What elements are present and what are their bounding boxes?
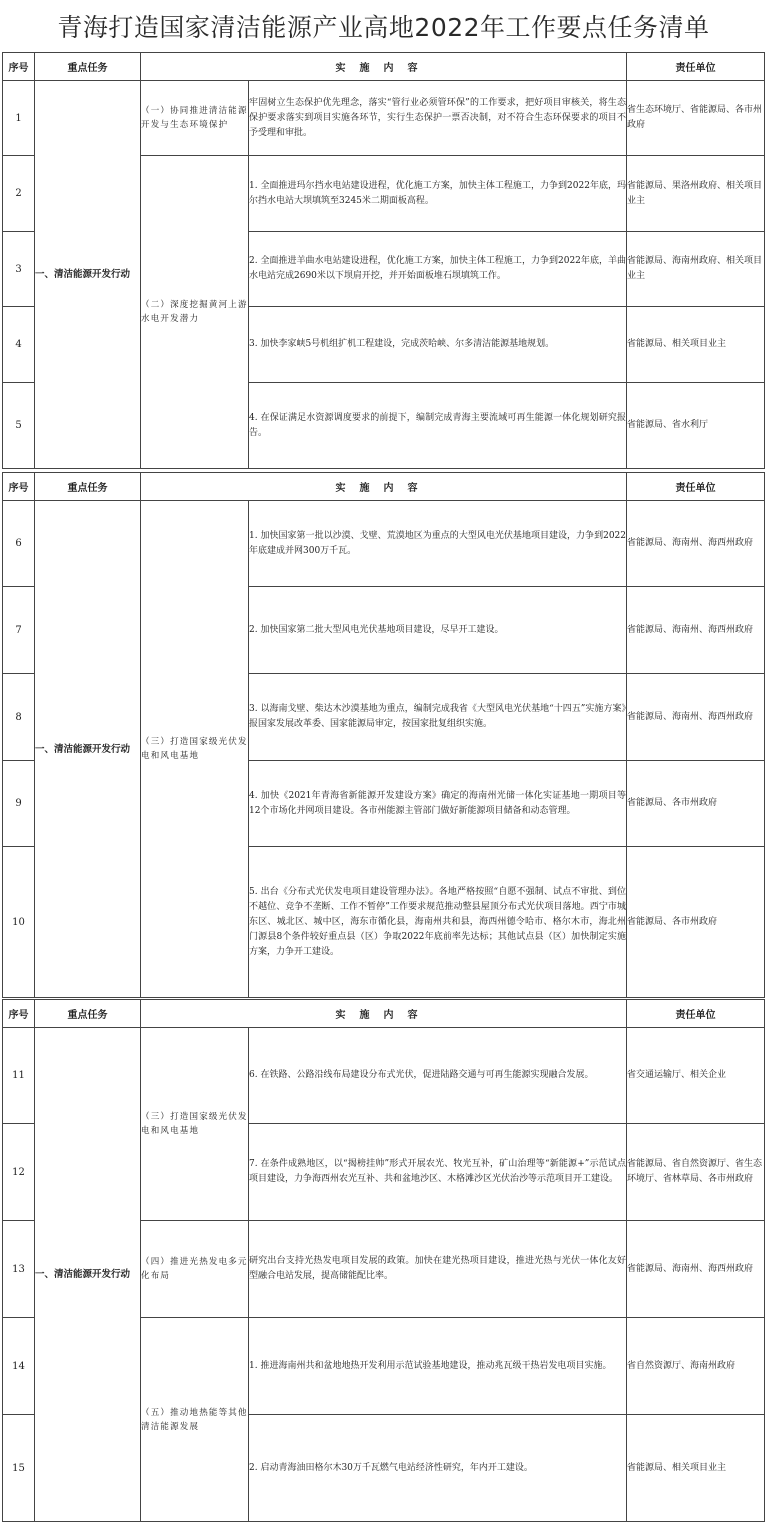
- task-table-1: [2, 52, 765, 469]
- row-num: 12: [3, 1124, 35, 1221]
- row-content: 5. 出台《分布式光伏发电项目建设管理办法》。各地严格按照“自愿不强制、试点不审批、到位不越位、竞争不垄断、工作不暂停”工作要求规范推动整县屋顶分布式光伏项目落地。西宁市城东区、城北区、城中区，海东市循化县，海南州共和县，海西州德令哈市、格尔木市，海北州门源县8个条件较好重点县（区）争取2022年底前率先达标；其他试点县（区）加快制定实施方案，力争开工建设。: [249, 847, 627, 998]
- row-content: 4. 在保证满足水资源调度要求的前提下，编制完成青海主要流域可再生能源一体化规划研究报告。: [249, 383, 627, 469]
- row-unit: 省生态环境厅、省能源局、各市州政府: [627, 81, 765, 156]
- row-content: 2. 全面推进羊曲水电站建设进程，优化施工方案，加快主体工程施工，力争到2022年底，羊曲水电站完成2690米以下坝肩开挖，并开始面板堆石坝填筑工作。: [249, 232, 627, 307]
- row-num: 8: [3, 674, 35, 761]
- table-header-row: [3, 53, 765, 81]
- row-unit: 省能源局、海南州政府、相关项目业主: [627, 232, 765, 307]
- row-num: 11: [3, 1028, 35, 1124]
- row-num: 2: [3, 156, 35, 232]
- table-header-row: [3, 1000, 765, 1028]
- row-unit: 省交通运输厅、相关企业: [627, 1028, 765, 1124]
- table-header-row: [3, 473, 765, 501]
- row-content: 7. 在条件成熟地区，以“揭榜挂帅”形式开展农光、牧光互补，矿山治理等“新能源+”示范试点项目建设，力争海西州农光互补、共和盆地沙区、木格滩沙区光伏治沙等示范项目开工建设。: [249, 1124, 627, 1221]
- row-num: 7: [3, 587, 35, 674]
- header-unit: 责任单位: [627, 473, 765, 501]
- row-content: 1. 加快国家第一批以沙漠、戈壁、荒漠地区为重点的大型风电光伏基地项目建设，力争到2022年底建成并网300万千瓦。: [249, 501, 627, 587]
- header-task: 重点任务: [35, 53, 141, 81]
- subtask: （三）打造国家级光伏发电和风电基地: [141, 501, 249, 998]
- row-num: 1: [3, 81, 35, 156]
- row-unit: 省能源局、省水利厅: [627, 383, 765, 469]
- row-unit: 省能源局、各市州政府: [627, 761, 765, 847]
- row-num: 3: [3, 232, 35, 307]
- header-num: 序号: [3, 1000, 35, 1028]
- task-table-2: [2, 472, 765, 998]
- row-unit: 省能源局、海南州、海西州政府: [627, 1221, 765, 1318]
- table-row: [3, 81, 765, 156]
- row-num: 5: [3, 383, 35, 469]
- row-content: 6. 在铁路、公路沿线布局建设分布式光伏，促进陆路交通与可再生能源实现融合发展。: [249, 1028, 627, 1124]
- row-unit: 省能源局、省自然资源厅、省生态环境厅、省林草局、各市州政府: [627, 1124, 765, 1221]
- row-unit: 省能源局、海南州、海西州政府: [627, 674, 765, 761]
- subtask: （二）深度挖掘黄河上游水电开发潜力: [141, 156, 249, 469]
- row-content: 3. 以海南戈壁、柴达木沙漠基地为重点，编制完成我省《大型风电光伏基地“十四五”实施方案》报国家发展改革委、国家能源局审定，按国家批复组织实施。: [249, 674, 627, 761]
- subtask: （三）打造国家级光伏发电和风电基地: [141, 1028, 249, 1221]
- task-table-3: [2, 999, 765, 1522]
- row-content: 4. 加快《2021年青海省新能源开发建设方案》确定的海南州光储一体化实证基地一期项目等12个市场化并网项目建设。各市州能源主管部门做好新能源项目储备和动态管理。: [249, 761, 627, 847]
- row-num: 10: [3, 847, 35, 998]
- row-unit: 省能源局、海南州、海西州政府: [627, 587, 765, 674]
- row-num: 4: [3, 307, 35, 383]
- row-unit: 省能源局、果洛州政府、相关项目业主: [627, 156, 765, 232]
- table-row: [3, 1028, 765, 1124]
- subtask: （五）推动地热能等其他清洁能源发展: [141, 1318, 249, 1522]
- row-unit: 省能源局、相关项目业主: [627, 307, 765, 383]
- key-task: 一、清洁能源开发行动: [35, 81, 141, 469]
- subtask: （一）协同推进清洁能源开发与生态环境保护: [141, 81, 249, 156]
- row-num: 9: [3, 761, 35, 847]
- row-content: 3. 加快李家峡5号机组扩机工程建设，完成茨哈峡、尔多清洁能源基地规划。: [249, 307, 627, 383]
- row-unit: 省能源局、各市州政府: [627, 847, 765, 998]
- header-num: 序号: [3, 53, 35, 81]
- subtask: （四）推进光热发电多元化布局: [141, 1221, 249, 1318]
- header-task: 重点任务: [35, 1000, 141, 1028]
- row-content: 1. 全面推进玛尔挡水电站建设进程，优化施工方案，加快主体工程施工，力争到2022年底，玛尔挡水电站大坝填筑至3245米二期面板高程。: [249, 156, 627, 232]
- header-unit: 责任单位: [627, 1000, 765, 1028]
- header-content: 实施内容: [141, 53, 627, 81]
- header-unit: 责任单位: [627, 53, 765, 81]
- header-num: 序号: [3, 473, 35, 501]
- page-title: 青海打造国家清洁能源产业高地2022年工作要点任务清单: [57, 13, 710, 42]
- row-content: 2. 加快国家第二批大型风电光伏基地项目建设，尽早开工建设。: [249, 587, 627, 674]
- row-num: 14: [3, 1318, 35, 1415]
- row-content: 2. 启动青海油田格尔木30万千瓦燃气电站经济性研究，年内开工建设。: [249, 1415, 627, 1522]
- header-content: 实施内容: [141, 473, 627, 501]
- row-unit: 省能源局、海南州、海西州政府: [627, 501, 765, 587]
- row-content: 研究出台支持光热发电项目发展的政策。加快在建光热项目建设，推进光热与光伏一体化友好型融合电站发展，提高储能配比率。: [249, 1221, 627, 1318]
- row-num: 6: [3, 501, 35, 587]
- header-content: 实施内容: [141, 1000, 627, 1028]
- row-unit: 省能源局、相关项目业主: [627, 1415, 765, 1522]
- row-content: 1. 推进海南州共和盆地地热开发利用示范试验基地建设，推动兆瓦级干热岩发电项目实施。: [249, 1318, 627, 1415]
- row-num: 15: [3, 1415, 35, 1522]
- table-row: [3, 501, 765, 587]
- row-unit: 省自然资源厅、海南州政府: [627, 1318, 765, 1415]
- key-task: 一、清洁能源开发行动: [35, 1028, 141, 1522]
- key-task: 一、清洁能源开发行动: [35, 501, 141, 998]
- row-num: 13: [3, 1221, 35, 1318]
- row-content: 牢固树立生态保护优先理念，落实“管行业必须管环保”的工作要求，把好项目审核关，将生态保护要求落实到项目实施各环节，实行生态保护一票否决制，对不符合生态环保要求的项目不予受理和审批。: [249, 81, 627, 156]
- header-task: 重点任务: [35, 473, 141, 501]
